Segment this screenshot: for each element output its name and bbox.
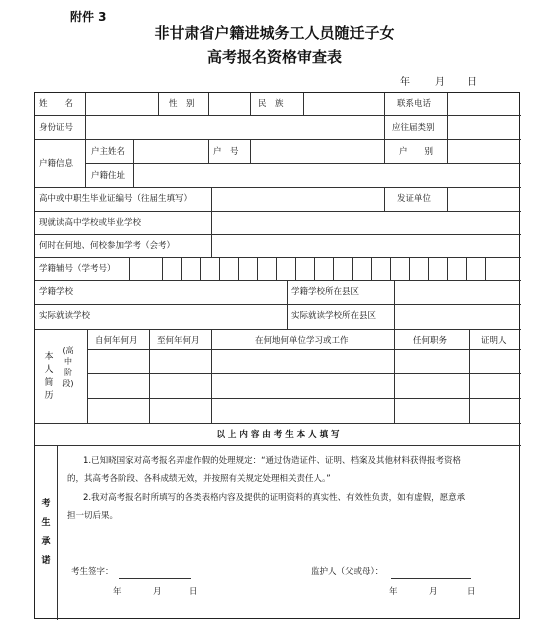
col-line (208, 139, 209, 163)
col-line (371, 257, 372, 280)
col-line (85, 115, 86, 139)
col-line (394, 280, 395, 329)
student-date-month: 月 (153, 587, 162, 597)
col-line (211, 234, 212, 257)
col-line (211, 187, 212, 211)
col-line (394, 329, 395, 423)
label-resume: 本人简历 (44, 352, 54, 401)
col-line (276, 257, 277, 280)
col-line (384, 139, 385, 163)
col-line (87, 329, 88, 423)
col-line (219, 257, 220, 280)
row-line (35, 329, 521, 330)
col-line (390, 257, 391, 280)
label-grad-type: 应往届类别 (392, 123, 435, 133)
col-line (162, 257, 163, 280)
row-line (35, 139, 521, 140)
guardian-signature-line[interactable] (391, 578, 471, 579)
form-title-line2: 高考报名资格审查表 (206, 48, 342, 66)
col-line (384, 115, 385, 139)
col-line (208, 93, 209, 115)
label-actual-county: 实际就读学校所在县区 (291, 311, 377, 321)
label-current-school: 现就读高中学校或毕业学校 (39, 218, 142, 228)
col-line (384, 187, 385, 211)
header-date-month: 月 (435, 77, 445, 88)
col-line (181, 257, 182, 280)
col-line (352, 257, 353, 280)
label-grad-cert-number: 高中或中职生毕业证编号（往届生填写） (39, 194, 193, 204)
row-line (35, 280, 521, 281)
label-household-category: 户 别 (399, 147, 434, 157)
student-signature-line[interactable] (119, 578, 191, 579)
label-household-head: 户主姓名 (91, 147, 126, 157)
resume-header-position: 任何职务 (413, 336, 448, 346)
label-school-county: 学籍学校所在县区 (291, 287, 360, 297)
label-gender: 性 别 (169, 99, 195, 109)
col-line (447, 257, 448, 280)
row-line (35, 257, 521, 258)
row-line (87, 349, 521, 350)
col-line (409, 257, 410, 280)
student-date-year: 年 (113, 587, 122, 597)
label-guardian-signature: 监护人（父或母）： (311, 567, 384, 577)
attachment-label: 附件 3 (70, 10, 107, 24)
header-date-day: 日 (467, 77, 477, 88)
student-date-day: 日 (189, 587, 198, 597)
guardian-date-year: 年 (389, 587, 398, 597)
col-line (129, 257, 130, 280)
resume-header-place: 在何地何单位学习或工作 (255, 336, 349, 346)
row-line (35, 423, 521, 424)
col-line (211, 211, 212, 234)
col-line (295, 257, 296, 280)
col-line (200, 257, 201, 280)
pledge-text-1-cont: 的，其高考各阶段、各科成绩无效，并按照有关规定处理相关责任人。” (67, 474, 331, 484)
col-line (158, 93, 159, 115)
col-line (238, 257, 239, 280)
registration-form (34, 92, 520, 619)
self-fill-note: 以 上 内 容 由 考 生 本 人 填 写 (216, 430, 340, 440)
row-line (35, 115, 521, 116)
label-student-signature: 考生签字： (71, 567, 114, 577)
col-line (250, 139, 251, 163)
row-line (85, 163, 521, 164)
row-line (87, 373, 521, 374)
label-id-number: 身份证号 (39, 123, 74, 133)
header-date-year: 年 (400, 77, 410, 88)
row-line (87, 398, 521, 399)
col-line (257, 257, 258, 280)
label-school-of-record: 学籍学校 (39, 287, 74, 297)
pledge-text-2: 2.我对高考报名时所填写的各类表格内容及提供的证明资料的真实性、有效性负责，如有虚假，愿意承 (83, 493, 466, 503)
col-line (57, 445, 58, 620)
guardian-date-day: 日 (467, 587, 476, 597)
col-line (447, 187, 448, 211)
label-household-no: 户 号 (213, 147, 239, 157)
col-line (469, 329, 470, 423)
resume-header-witness: 证明人 (481, 336, 507, 346)
label-actual-school: 实际就读学校 (39, 311, 91, 321)
row-line (35, 304, 521, 305)
label-pledge: 考生承诺 (41, 499, 51, 566)
row-line (35, 445, 521, 446)
row-line (35, 187, 521, 188)
label-resume-period: (高中阶段) (62, 346, 74, 388)
col-line (447, 139, 448, 163)
col-line (485, 257, 486, 280)
col-line (149, 329, 150, 423)
col-line (287, 280, 288, 329)
col-line (85, 93, 86, 115)
label-household-info: 户籍信息 (39, 159, 74, 169)
row-line (35, 211, 521, 212)
col-line (133, 139, 134, 187)
guardian-date-month: 月 (429, 587, 438, 597)
label-ethnicity: 民 族 (258, 99, 284, 109)
label-student-number: 学籍辅号（学考号） (39, 264, 116, 274)
form-title-line1: 非甘肃省户籍进城务工人员随迁子女 (154, 24, 395, 42)
label-name: 姓 名 (39, 99, 74, 109)
col-line (250, 93, 251, 115)
col-line (314, 257, 315, 280)
col-line (303, 93, 304, 115)
col-line (384, 93, 385, 115)
col-line (428, 257, 429, 280)
resume-header-to: 至何年何月 (157, 336, 200, 346)
col-line (447, 115, 448, 139)
col-line (447, 93, 448, 115)
label-household-address: 户籍住址 (91, 171, 126, 181)
pledge-text-2-cont: 担一切后果。 (67, 511, 119, 521)
pledge-text-1: 1.已知晓国家对高考报名弄虚作假的处理规定：“通过伪造证件、证明、档案及其他材料获得报考资格 (83, 456, 462, 466)
resume-header-from: 自何年何月 (95, 336, 138, 346)
label-issuer: 发证单位 (397, 194, 432, 204)
col-line (333, 257, 334, 280)
col-line (466, 257, 467, 280)
col-line (211, 329, 212, 423)
label-phone: 联系电话 (397, 99, 432, 109)
label-exam-history: 何时在何地、何校参加学考（会考） (39, 241, 176, 251)
col-line (85, 139, 86, 187)
row-line (35, 234, 521, 235)
